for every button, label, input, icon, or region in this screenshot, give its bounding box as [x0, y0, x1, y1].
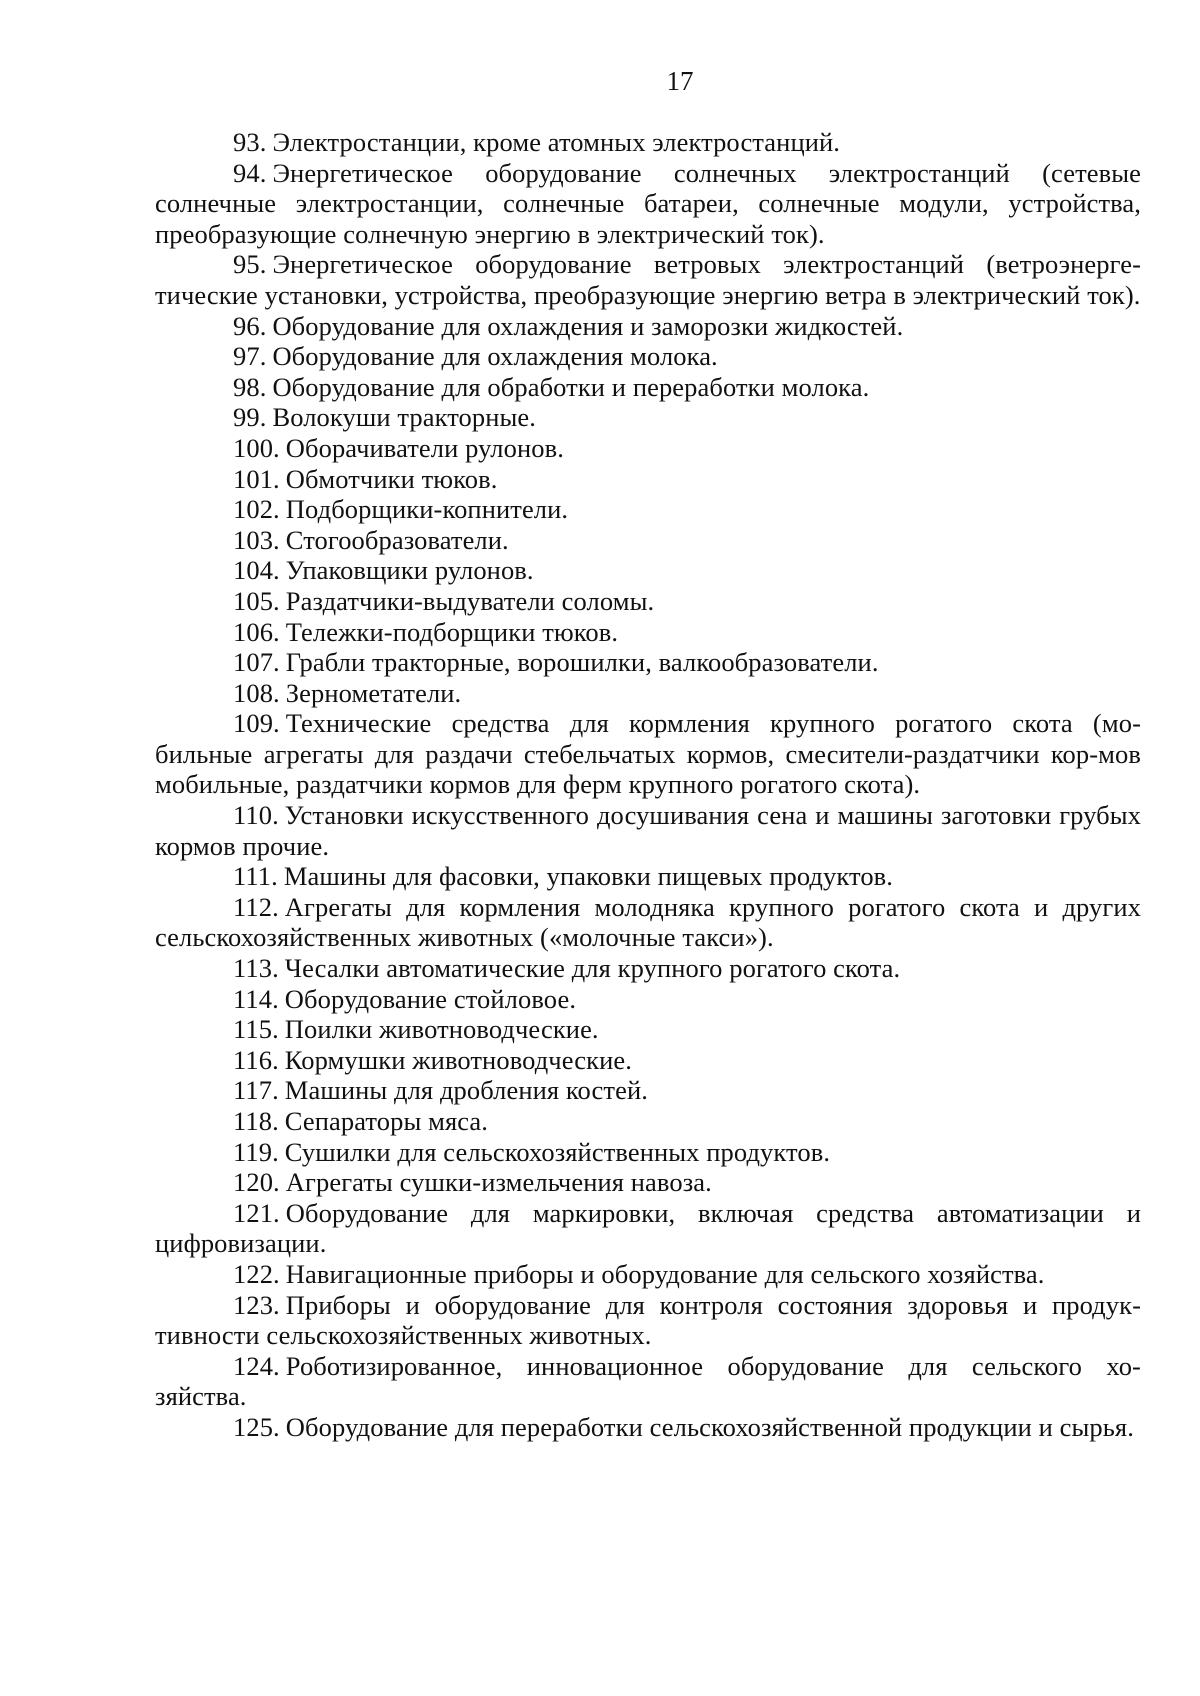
- list-item: [155, 1014, 1141, 1045]
- list-item: [155, 464, 1141, 495]
- item-number: 95.: [233, 249, 267, 280]
- item-number: 113.: [233, 953, 279, 984]
- list-item: [155, 372, 1141, 403]
- list-item: [155, 341, 1141, 372]
- list-item: [155, 402, 1141, 433]
- list-item: [155, 1045, 1141, 1076]
- item-text: Машины для фасовки, упаковки пищевых продуктов.: [283, 861, 894, 892]
- list-item: [155, 708, 1141, 800]
- list-item: [155, 249, 1141, 310]
- item-number: 102.: [233, 494, 280, 525]
- item-text: Навигационные приборы и оборудование для сельского хозяйства.: [285, 1258, 1045, 1289]
- item-number: 98.: [233, 371, 267, 402]
- item-text: Чесалки автоматические для крупного рогатого скота.: [284, 953, 901, 984]
- item-number: 122.: [233, 1258, 280, 1289]
- item-text: Тележки-подборщики тюков.: [285, 616, 619, 647]
- item-text: Волокуши тракторные.: [272, 402, 536, 433]
- item-number: 110.: [233, 800, 279, 831]
- list-item: [155, 953, 1141, 984]
- item-text: Оборудование для переработки сельскохозяйственной продукции и сырья.: [285, 1411, 1134, 1442]
- item-number: 96.: [233, 310, 267, 341]
- list-item: [155, 617, 1141, 648]
- item-text: Оборудование для охлаждения и заморозки жидкостей.: [272, 310, 904, 341]
- item-text: Сепараторы мяса.: [284, 1106, 489, 1136]
- item-number: 116.: [233, 1044, 279, 1075]
- item-number: 103.: [233, 524, 280, 555]
- item-number: 118.: [233, 1106, 279, 1136]
- list-item: [155, 1075, 1141, 1106]
- page-number: 17: [666, 66, 694, 96]
- item-number: 105.: [233, 585, 280, 616]
- list-item: [155, 1106, 1141, 1137]
- item-number: 111.: [233, 861, 278, 892]
- item-text: Кормушки животноводческие.: [284, 1044, 632, 1075]
- item-text: Поилки животноводческие.: [284, 1014, 599, 1045]
- item-number: 106.: [233, 616, 280, 647]
- item-text: Оборачиватели рулонов.: [285, 432, 564, 463]
- item-text: Раздатчики-выдуватели соломы.: [285, 585, 655, 616]
- item-text: Грабли тракторные, ворошилки, валкообразователи.: [285, 647, 879, 678]
- list-item: [155, 433, 1141, 464]
- list-item: [155, 678, 1141, 709]
- item-text: Установки искусственного досушивания сена и машины заготовки грубых кормов прочие.: [155, 800, 1141, 861]
- item-number: 93.: [233, 127, 267, 157]
- item-text: Приборы и оборудование для контроля состояния здоровья и продук-тивности сельскохозяйственных животных.: [155, 1289, 1141, 1351]
- item-text: Агрегаты для кормления молодняка крупного рогатого скота и других сельскохозяйственных животных («молочные такси»).: [155, 891, 1141, 953]
- list-item: [155, 984, 1141, 1015]
- item-number: 100.: [233, 432, 280, 463]
- item-number: 99.: [233, 402, 267, 433]
- item-text: Энергетическое оборудование ветровых электростанций (ветроэнерге-тические установки, устройства, преобразующие энергию ветра в электрический ток).: [155, 249, 1141, 310]
- item-number: 104.: [233, 555, 280, 586]
- item-number: 121.: [233, 1197, 280, 1228]
- item-text: Зернометатели.: [285, 677, 462, 708]
- item-number: 114.: [233, 983, 279, 1014]
- item-text: Агрегаты сушки-измельчения навоза.: [285, 1167, 712, 1198]
- item-text: Машины для дробления костей.: [284, 1075, 648, 1106]
- item-number: 115.: [233, 1014, 279, 1045]
- list-item: [155, 127, 1141, 158]
- item-text: Технические средства для кормления крупного рогатого скота (мо-бильные агрегаты для раздачи стебельчатых кормов, смесители-раздатчики кор-мов мобильные, раздатчики кормов для ферм крупного рогатого скота).: [155, 708, 1141, 800]
- list-item: [155, 1198, 1141, 1259]
- item-text: Электростанции, кроме атомных электростанций.: [272, 127, 841, 157]
- list-item: [155, 586, 1141, 617]
- item-number: 109.: [233, 708, 280, 739]
- item-number: 97.: [233, 341, 267, 372]
- item-number: 117.: [233, 1075, 279, 1106]
- list-item: [155, 1290, 1141, 1351]
- item-number: 120.: [233, 1167, 280, 1198]
- item-number: 119.: [233, 1136, 279, 1167]
- item-text: Упаковщики рулонов.: [285, 555, 534, 586]
- item-number: 112.: [233, 891, 279, 922]
- item-text: Оборудование для охлаждения молока.: [272, 341, 718, 372]
- item-text: Сушилки для сельскохозяйственных продуктов.: [284, 1136, 831, 1167]
- list-item: [155, 800, 1141, 861]
- item-text: Оборудование для маркировки, включая средства автоматизации и цифровизации.: [155, 1197, 1141, 1259]
- list-item: [155, 311, 1141, 342]
- item-number: 124.: [233, 1350, 280, 1381]
- list-item: [155, 1351, 1141, 1412]
- list-item: [155, 555, 1141, 586]
- list-item: [155, 158, 1141, 250]
- list-item: [155, 494, 1141, 525]
- list-item: [155, 647, 1141, 678]
- item-text: Роботизированное, инновационное оборудование для сельского хо-зяйства.: [155, 1350, 1141, 1412]
- list-item: [155, 525, 1141, 556]
- item-number: 94.: [233, 157, 267, 188]
- item-number: 123.: [233, 1289, 280, 1320]
- list-item: [155, 1137, 1141, 1168]
- item-text: Стогообразователи.: [285, 524, 509, 555]
- item-text: Оборудование стойловое.: [284, 983, 577, 1014]
- item-list: [155, 127, 1141, 1443]
- list-item: [155, 1412, 1141, 1443]
- list-item: [155, 892, 1141, 953]
- item-text: Подборщики-копнители.: [285, 494, 569, 525]
- item-number: 101.: [233, 463, 280, 494]
- list-item: [155, 1167, 1141, 1198]
- item-number: 125.: [233, 1411, 280, 1442]
- item-text: Обмотчики тюков.: [285, 463, 498, 494]
- list-item: [155, 1259, 1141, 1290]
- item-number: 108.: [233, 677, 280, 708]
- item-number: 107.: [233, 647, 280, 678]
- item-text: Энергетическое оборудование солнечных электростанций (сетевые солнечные электростанции, солнечные батареи, солнечные модули, устройства, преобразующие солнечную энергию в электрический ток).: [155, 157, 1141, 249]
- item-text: Оборудование для обработки и переработки молока.: [272, 371, 870, 402]
- list-item: [155, 861, 1141, 892]
